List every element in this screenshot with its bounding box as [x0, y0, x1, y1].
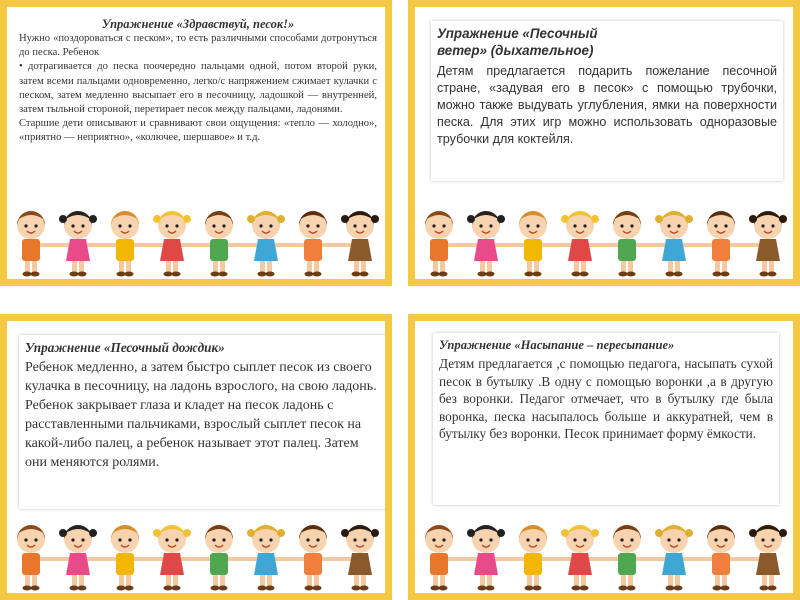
- card-text-box: [15, 15, 381, 215]
- card-title: Упражнение «Насыпание – пересыпание»: [439, 338, 675, 352]
- children-illustration: [415, 513, 793, 593]
- exercise-card-2: [408, 0, 800, 286]
- card-paragraph: • дотрагивается до песка поочередно пальцами одной, потом второй руки, затем всеми пальцами одновременно, легко/с напряжением сжимает кулачки с песком, затем медленно высыпает его в песочницу, ладошкой — внутренней, затем тыльной стороной, перетирает песок между пальцами, ладонями.: [19, 61, 377, 116]
- card-paragraph: Нужно «поздороваться с песком», то есть различными способами дотронуться до песка. Ребенок: [19, 33, 377, 59]
- card-paragraph: Детям предлагается ,с помощью педагога, насыпать сухой песок в бутылку .В одну с помощью воронки ,а в другую без воронки. Педагог отмечает, что в бутылку где была воронка, песка насыпалось больше и аккуратней, чем в бутылку без воронки. Песок принимает форму ёмкости.: [439, 356, 773, 442]
- card-text-box: [431, 21, 783, 181]
- exercise-card-1: [0, 0, 392, 286]
- card-paragraph: Детям предлагается подарить пожелание песочной стране, «задувая его в песок» с помощью трубочки, можно также выдувать углубления, ямки на поверхности песка. Для этих игр можно использовать одноразовые трубочки для коктейля.: [437, 64, 777, 146]
- exercise-card-4: [408, 314, 800, 600]
- children-illustration: [415, 199, 793, 279]
- card-title: Упражнение «Здравствуй, песок!»: [101, 17, 295, 31]
- card-title: Упражнение «Песочный дождик»: [25, 340, 225, 355]
- card-paragraph: Ребенок медленно, а затем быстро сыплет песок из своего кулачка в песочницу, на ладонь взрослого, на свою ладонь.: [25, 360, 377, 394]
- card-text-box: [433, 333, 779, 505]
- card-title: Упражнение «Песочный ветер» (дыхательное): [437, 26, 598, 58]
- children-illustration: [7, 513, 385, 593]
- card-paragraph: Старшие дети описывают и сравнивают свои ощущения: «тепло — холодно», «приятно — неприятно», «колючее, шершавое» и т.д.: [19, 118, 377, 144]
- exercise-card-3: [0, 314, 392, 600]
- card-paragraph: Ребенок закрывает глаза и кладет на песок ладонь с расставленными пальчиками, взрослый сыплет песок на какой-либо палец, а ребенок называет этот палец. Затем они меняются ролями.: [25, 398, 362, 470]
- card-text-box: [19, 335, 389, 509]
